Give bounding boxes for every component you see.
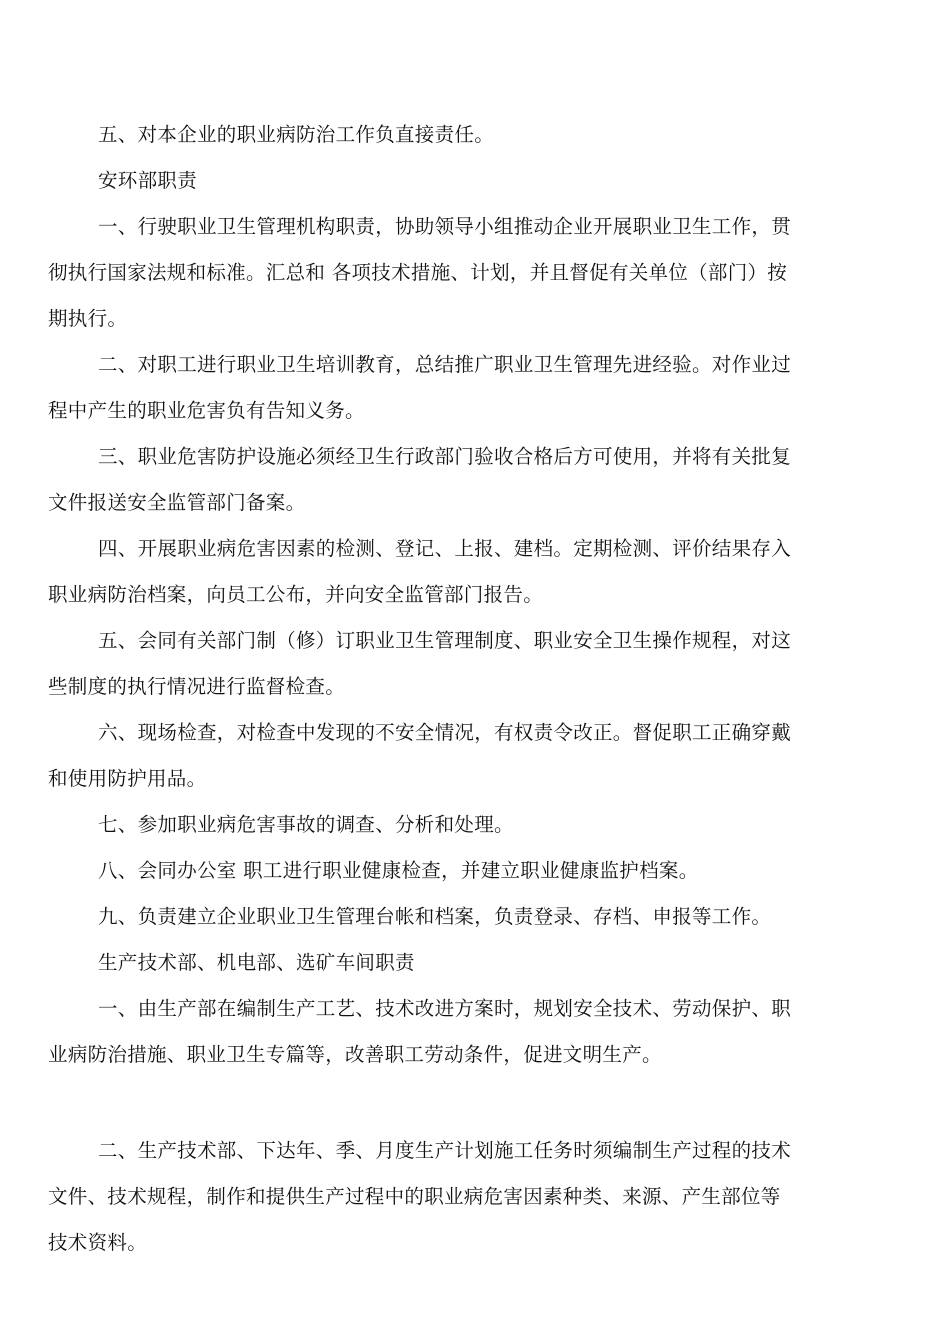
section-heading: 安环部职责 xyxy=(98,169,198,192)
text-line: 五、会同有关部门制（修）订职业卫生管理制度、职业安全卫生操作规程，对这 xyxy=(98,629,792,652)
text-line: 文件报送安全监管部门备案。 xyxy=(48,491,306,514)
text-line: 彻执行国家法规和标准。汇总和 各项技术措施、计划，并且督促有关单位（部门）按 xyxy=(48,261,788,284)
document-body xyxy=(48,112,898,1078)
text-line: 二、对职工进行职业卫生培训教育，总结推广职业卫生管理先进经验。对作业过 xyxy=(98,353,792,376)
text-line: 六、现场检查，对检查中发现的不安全情况，有权责令改正。督促职工正确穿戴 xyxy=(98,721,792,744)
text-line: 八、会同办公室 职工进行职业健康检查，并建立职业健康监护档案。 xyxy=(98,859,699,882)
text-line: 业病防治措施、职业卫生专篇等，改善职工劳动条件，促进文明生产。 xyxy=(48,1043,662,1066)
text-line: 九、负责建立企业职业卫生管理台帐和档案，负责登录、存档、申报等工作。 xyxy=(98,905,772,928)
text-line: 五、对本企业的职业病防治工作负直接责任。 xyxy=(98,123,495,146)
text-line: 期执行。 xyxy=(48,307,128,330)
text-line: 四、开展职业病危害因素的检测、登记、上报、建档。定期检测、评价结果存入 xyxy=(98,537,792,560)
text-line: 七、参加职业病危害事故的调查、分析和处理。 xyxy=(98,813,514,836)
text-line: 些制度的执行情况进行监督检查。 xyxy=(48,675,346,698)
text-line: 文件、技术规程，制作和提供生产过程中的职业病危害因素种类、来源、产生部位等 xyxy=(48,1185,781,1208)
text-line: 二、生产技术部、下达年、季、月度生产计划施工任务时须编制生产过程的技术 xyxy=(98,1139,792,1162)
section-heading: 生产技术部、机电部、选矿车间职责 xyxy=(98,951,415,974)
text-line: 一、由生产部在编制生产工艺、技术改进方案时，规划安全技术、劳动保护、职 xyxy=(98,997,792,1020)
text-line: 和使用防护用品。 xyxy=(48,767,207,790)
text-line: 职业病防治档案，向员工公布，并向安全监管部门报告。 xyxy=(48,583,544,606)
text-line: 一、行驶职业卫生管理机构职责，协助领导小组推动企业开展职业卫生工作，贯 xyxy=(98,215,792,238)
text-line: 技术资料。 xyxy=(48,1231,148,1254)
text-line: 三、职业危害防护设施必须经卫生行政部门验收合格后方可使用，并将有关批复 xyxy=(98,445,792,468)
text-line: 程中产生的职业危害负有告知义务。 xyxy=(48,399,365,422)
document-body-continued xyxy=(48,1128,898,1266)
